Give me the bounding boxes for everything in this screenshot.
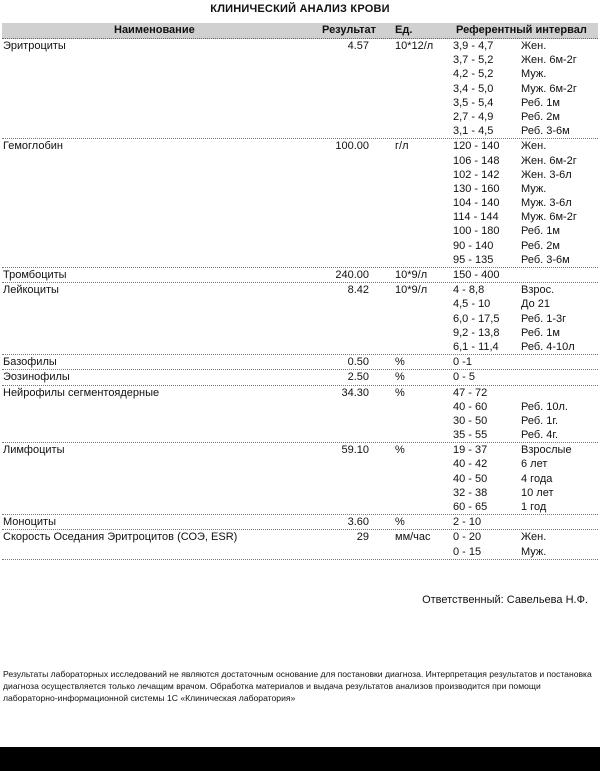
test-unit: % — [395, 386, 405, 399]
test-unit: % — [395, 444, 405, 457]
reference-note: Реб. 1м — [521, 326, 560, 339]
reference-note: 4 года — [521, 472, 553, 485]
reference-note: Муж. — [521, 545, 547, 558]
range-line — [2, 96, 598, 110]
range-line — [2, 82, 598, 96]
table-row — [2, 283, 598, 355]
reference-note: Жен. 3-6л — [521, 168, 572, 181]
reference-note: Реб. 1г. — [521, 414, 559, 427]
header-result: Результат — [322, 24, 377, 36]
reference-range: 2 - 10 — [453, 516, 482, 529]
reference-range: 0 - 20 — [453, 531, 482, 544]
reference-range: 3,1 - 4,5 — [453, 125, 494, 138]
range-line — [2, 39, 598, 53]
reference-range: 6,0 - 17,5 — [453, 312, 500, 325]
test-name: Моноциты — [3, 516, 56, 529]
test-name: Эритроциты — [3, 40, 66, 52]
reference-range: 35 - 55 — [453, 429, 488, 442]
range-line — [2, 486, 598, 500]
reference-range: 9,2 - 13,8 — [453, 326, 500, 339]
responsible-person: Ответственный: Савельева Н.Ф. — [422, 594, 588, 606]
reference-range: 32 - 38 — [453, 486, 488, 499]
range-line — [2, 196, 598, 210]
test-name: Лимфоциты — [3, 444, 65, 457]
test-result: 2.50 — [347, 371, 369, 384]
reference-range: 102 - 142 — [453, 168, 500, 181]
reference-range: 4 - 8,8 — [453, 284, 485, 297]
range-line — [2, 500, 598, 514]
reference-note: Реб. 10л. — [521, 400, 568, 413]
reference-note: Взрослые — [521, 444, 572, 457]
reference-note: 6 лет — [521, 458, 548, 471]
reference-range: 0 - 5 — [453, 371, 476, 384]
range-line — [2, 443, 598, 457]
table-row — [2, 268, 598, 283]
reference-note: Реб. 1м — [521, 96, 560, 109]
reference-note: До 21 — [521, 298, 550, 311]
reference-note: Жен. — [521, 531, 547, 544]
table-row — [2, 443, 598, 515]
reference-note: 10 лет — [521, 486, 554, 499]
range-line — [2, 312, 598, 326]
range-line — [2, 283, 598, 297]
test-name: Базофилы — [3, 356, 57, 369]
test-result: 4.57 — [347, 40, 369, 52]
reference-range: 0 -1 — [453, 356, 472, 369]
reference-note: Муж. — [521, 182, 547, 195]
test-unit: 10*12/л — [395, 40, 434, 52]
range-line — [2, 182, 598, 196]
table-row — [2, 530, 598, 559]
test-result: 34.30 — [341, 386, 369, 399]
reference-range: 3,9 - 4,7 — [453, 40, 494, 52]
test-name: Тромбоциты — [3, 269, 67, 281]
reference-range: 3,5 - 5,4 — [453, 96, 494, 109]
range-line — [2, 268, 598, 282]
reference-range: 130 - 160 — [453, 182, 500, 195]
range-line — [2, 168, 598, 182]
test-name: Эозинофилы — [3, 371, 70, 384]
reference-note: Жен. — [521, 40, 547, 52]
reference-note: Муж. 3-6л — [521, 197, 572, 210]
range-line — [2, 515, 598, 529]
reference-note: Жен. — [521, 140, 547, 153]
range-line — [2, 110, 598, 124]
reference-range: 114 - 144 — [453, 211, 499, 224]
reference-range: 60 - 65 — [453, 501, 488, 513]
test-result: 8.42 — [347, 284, 369, 297]
table-row — [2, 39, 598, 139]
test-unit: % — [395, 371, 405, 384]
reference-range: 4,2 - 5,2 — [453, 68, 494, 81]
table-row — [2, 386, 598, 444]
reference-note: Реб. 2м — [521, 239, 560, 252]
range-line — [2, 154, 598, 168]
reference-range: 90 - 140 — [453, 239, 494, 252]
table-header — [2, 23, 598, 39]
reference-note: Реб. 1-3г — [521, 312, 567, 325]
reference-range: 2,7 - 4,9 — [453, 110, 494, 123]
table-row — [2, 370, 598, 385]
test-unit: % — [395, 516, 405, 529]
reference-note: Реб. 4-10л — [521, 340, 575, 353]
test-unit: % — [395, 356, 405, 369]
reference-note: Реб. 4г. — [521, 429, 559, 442]
range-line — [2, 530, 598, 544]
reference-note: Реб. 3-6м — [521, 125, 570, 138]
reference-range: 150 - 400 — [453, 269, 500, 281]
range-line — [2, 386, 598, 400]
bottom-bar — [0, 747, 600, 771]
table-row — [2, 355, 598, 370]
table-row — [2, 515, 598, 530]
range-line — [2, 53, 598, 67]
range-line — [2, 400, 598, 414]
reference-note: Реб. 2м — [521, 110, 560, 123]
range-line — [2, 472, 598, 486]
range-line — [2, 370, 598, 384]
test-name: Лейкоциты — [3, 284, 59, 297]
reference-note: Муж. 6м-2г — [521, 211, 577, 224]
range-line — [2, 340, 598, 354]
test-name: Скорость Оседания Эритроцитов (СОЭ, ESR) — [3, 531, 238, 544]
range-line — [2, 253, 598, 267]
page-title: КЛИНИЧЕСКИЙ АНАЛИЗ КРОВИ — [210, 3, 390, 15]
header-range: Референтный интервал — [456, 24, 587, 36]
reference-range: 40 - 50 — [453, 472, 488, 485]
reference-note: Жен. 6м-2г — [521, 54, 577, 67]
test-result: 240.00 — [335, 269, 369, 281]
test-name: Гемоглобин — [3, 140, 63, 153]
range-line — [2, 545, 598, 559]
reference-note: Реб. 1м — [521, 225, 560, 238]
header-name: Наименование — [114, 24, 195, 36]
test-result: 3.60 — [347, 516, 369, 529]
range-line — [2, 297, 598, 311]
range-line — [2, 414, 598, 428]
reference-note: Муж. 6м-2г — [521, 82, 577, 95]
range-line — [2, 355, 598, 369]
range-line — [2, 124, 598, 138]
reference-note: 1 год — [521, 501, 547, 513]
reference-note: Реб. 3-6м — [521, 253, 570, 266]
reference-range: 3,4 - 5,0 — [453, 82, 494, 95]
reference-range: 40 - 42 — [453, 458, 488, 471]
table-row — [2, 139, 598, 268]
disclaimer-footer: Результаты лабораторных исследований не являются достаточным основание для постановки диагноза. Интерпретация результатов и постановка диагноза осуществляется только лечащим врачом. Обработка материалов и выдача результатов анализов производится при помощи лабораторно-информационной системы 1С «Клиническая лаборатория» — [3, 669, 592, 703]
reference-range: 95 - 135 — [453, 253, 494, 266]
reference-range: 0 - 15 — [453, 545, 482, 558]
range-line — [2, 457, 598, 471]
reference-range: 120 - 140 — [453, 140, 500, 153]
range-line — [2, 224, 598, 238]
reference-note: Жен. 6м-2г — [521, 154, 577, 167]
range-line — [2, 139, 598, 153]
reference-range: 30 - 50 — [453, 414, 488, 427]
range-line — [2, 239, 598, 253]
reference-range: 4,5 - 10 — [453, 298, 491, 311]
reference-range: 6,1 - 11,4 — [453, 340, 499, 353]
test-unit: г/л — [395, 140, 409, 153]
test-result: 29 — [356, 531, 369, 544]
range-line — [2, 210, 598, 224]
reference-range: 47 - 72 — [453, 386, 488, 399]
reference-range: 100 - 180 — [453, 225, 500, 238]
range-line — [2, 428, 598, 442]
range-line — [2, 326, 598, 340]
results-table — [2, 39, 598, 560]
test-result: 0.50 — [347, 356, 369, 369]
reference-range: 3,7 - 5,2 — [453, 54, 494, 67]
reference-range: 40 - 60 — [453, 400, 488, 413]
test-unit: 10*9/л — [395, 269, 428, 281]
reference-note: Муж. — [521, 68, 547, 81]
reference-range: 19 - 37 — [453, 444, 488, 457]
reference-range: 106 - 148 — [453, 154, 500, 167]
test-result: 100.00 — [335, 140, 369, 153]
reference-note: Взрос. — [521, 284, 555, 297]
test-result: 59.10 — [341, 444, 369, 457]
test-unit: мм/час — [395, 531, 431, 544]
test-unit: 10*9/л — [395, 284, 428, 297]
header-unit: Ед. — [395, 24, 413, 36]
reference-range: 104 - 140 — [453, 197, 500, 210]
test-name: Нейрофилы сегментоядерные — [3, 386, 160, 399]
range-line — [2, 67, 598, 81]
